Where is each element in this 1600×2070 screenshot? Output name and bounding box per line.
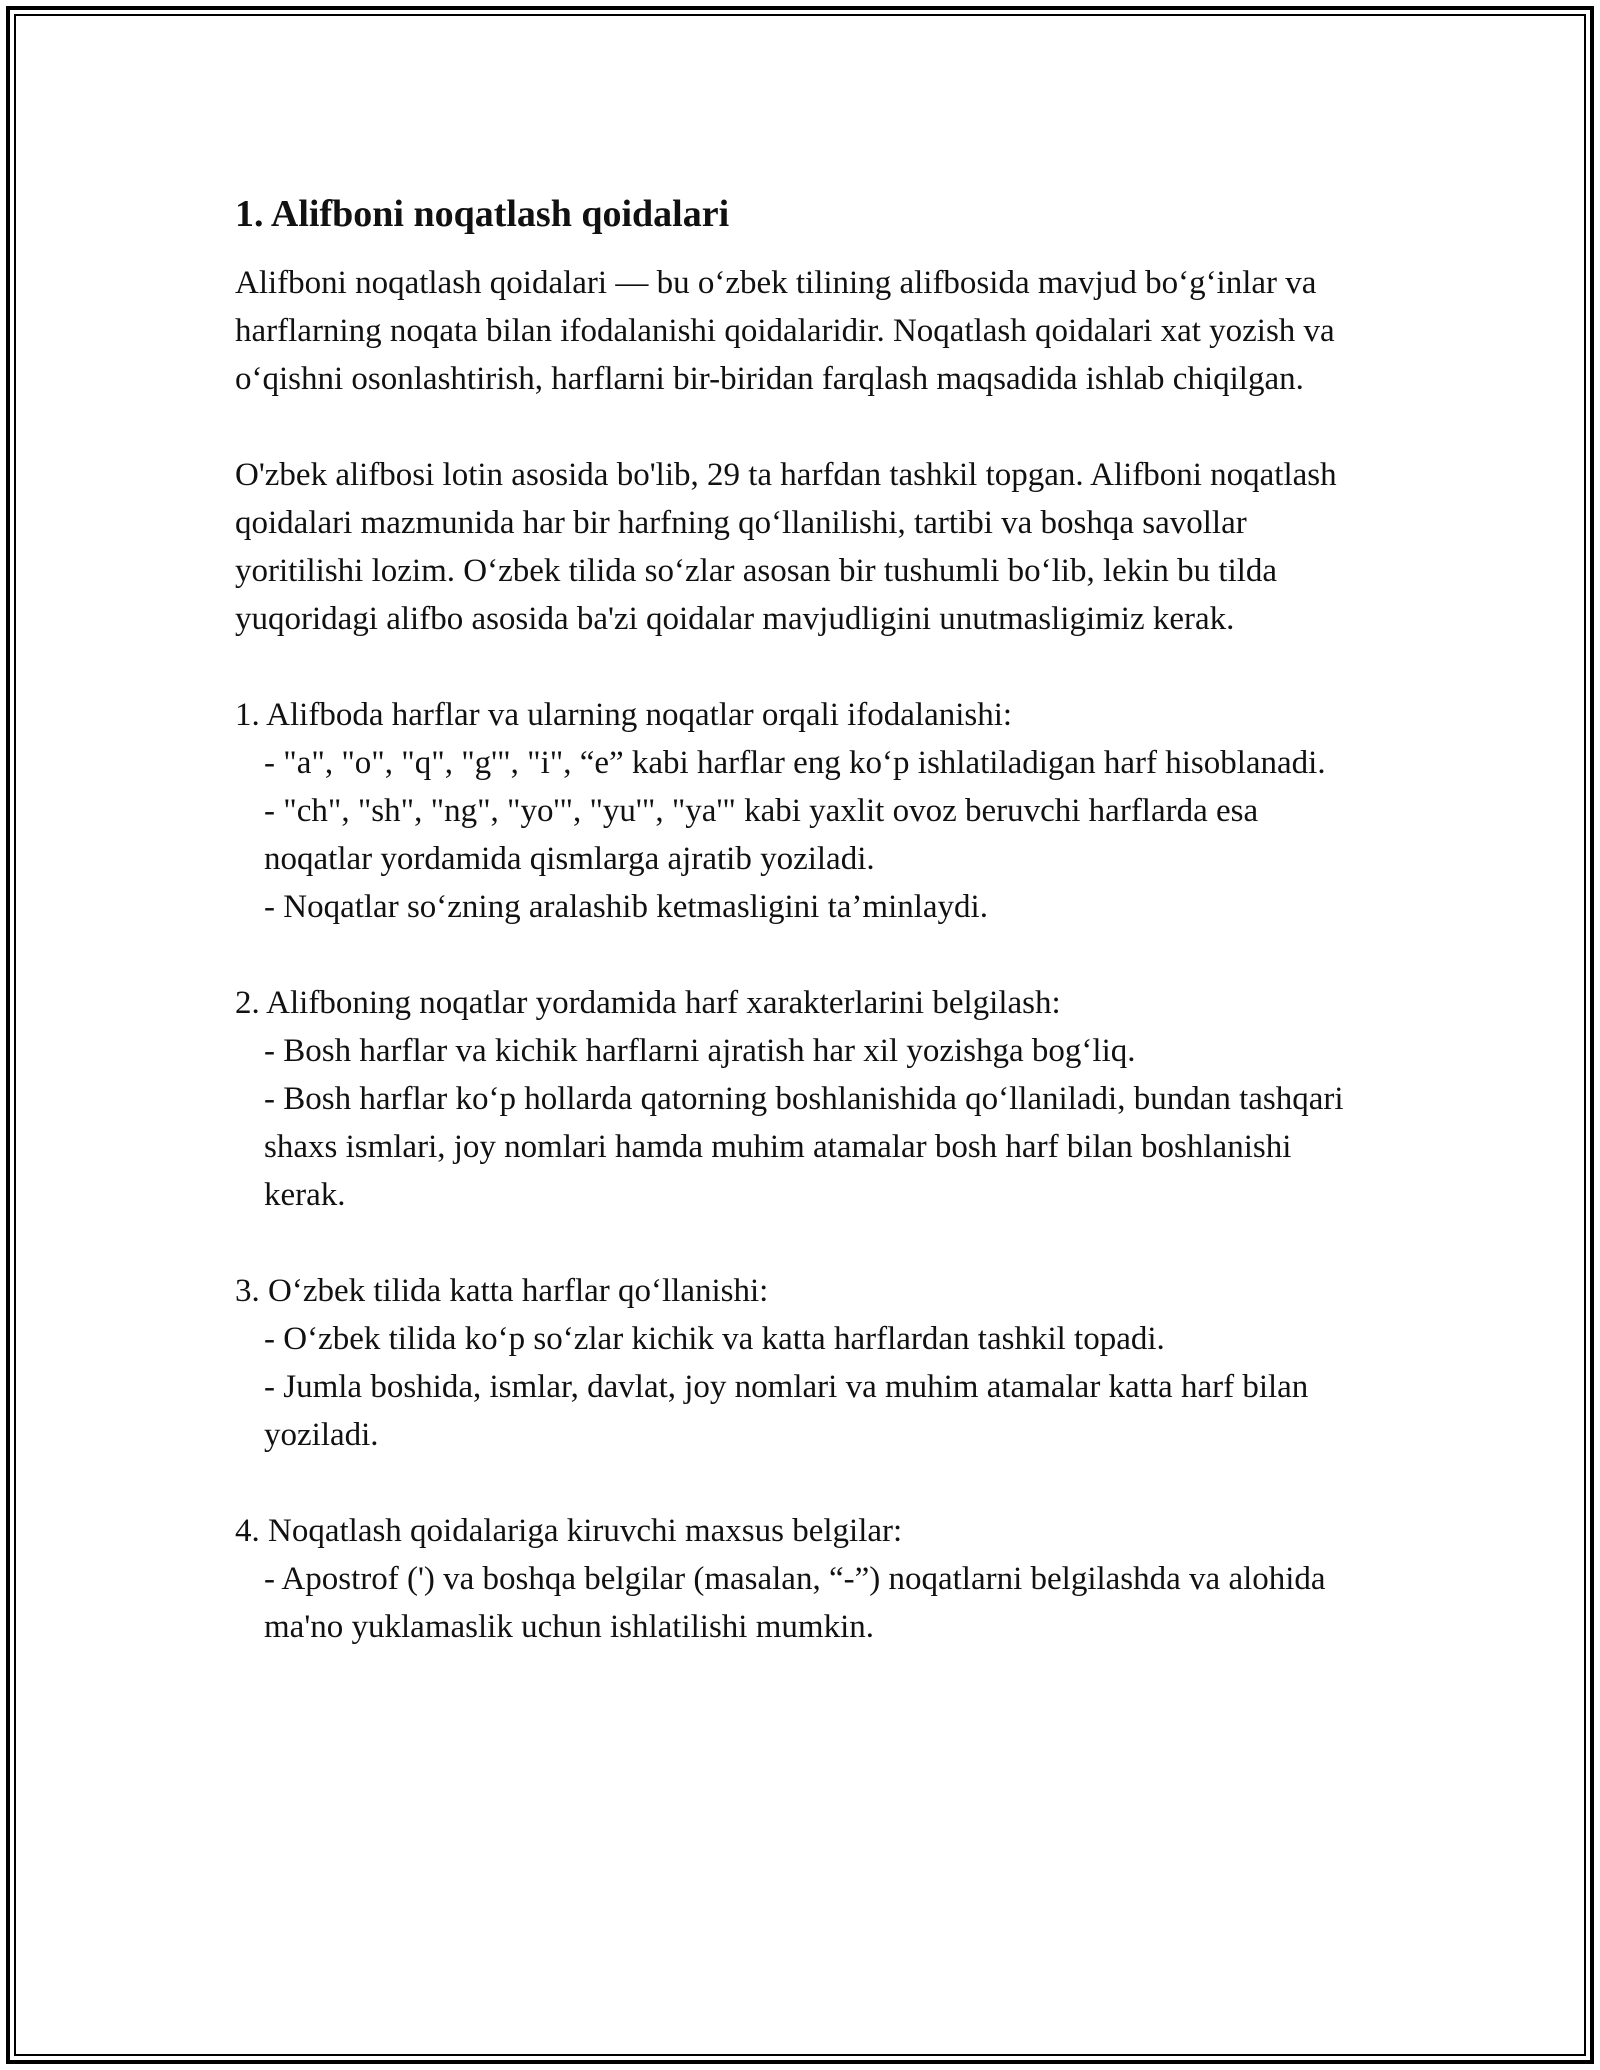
section-item: - Jumla boshida, ismlar, davlat, joy nomlari va muhim atamalar katta harf bilan yoziladi. [264, 1369, 1309, 1453]
section-heading: 3. O‘zbek tilida katta harflar qo‘llanishi: [235, 1273, 769, 1309]
section-item: - "ch", "sh", "ng", "yo'", "yu'", "ya'" kabi yaxlit ovoz beruvchi harflarda esa noqatlar yordamida qismlarga ajratib yoziladi. [264, 793, 1259, 877]
section-heading: 1. Alifboda harflar va ularning noqatlar orqali ifodalanishi: [235, 697, 1013, 733]
section-item: - Apostrof (') va boshqa belgilar (masalan, “-”) noqatlarni belgilashda va alohida ma'no yuklamaslik uchun ishlatilishi mumkin. [264, 1561, 1326, 1645]
intro-paragraph-1: Alifboni noqatlash qoidalari — bu o‘zbek tilining alifbosida mavjud bo‘g‘inlar va harflarning noqata bilan ifodalanishi qoidalaridir. Noqatlash qoidalari xat yozish va o‘qishni osonlashtirish, harflarni bir-biridan farqlash maqsadida ishlab chiqilgan. [235, 265, 1335, 397]
section-1 [235, 691, 1365, 931]
intro-paragraph-2: O'zbek alifbosi lotin asosida bo'lib, 29 ta harfdan tashkil topgan. Alifboni noqatlash qoidalari mazmunida har bir harfning qo‘llanilishi, tartibi va boshqa savollar yoritilishi lozim. O‘zbek tilida so‘zlar asosan bir tushumli bo‘lib, lekin bu tilda yuqoridagi alifbo asosida ba'zi qoidalar mavjudligini unutmasligimiz kerak. [235, 457, 1337, 637]
section-item: - Bosh harflar va kichik harflarni ajratish har xil yozishga bog‘liq. [264, 1033, 1136, 1069]
document-title: 1. Alifboni noqatlash qoidalari [235, 193, 730, 235]
document-body [235, 190, 1365, 1699]
section-item: - "a", "o", "q", "g'", "i", “e” kabi harflar eng ko‘p ishlatiladigan harf hisoblanadi. [264, 745, 1326, 781]
section-3 [235, 1267, 1365, 1459]
section-item: - Bosh harflar ko‘p hollarda qatorning boshlanishida qo‘llaniladi, bundan tashqari shaxs ismlari, joy nomlari hamda muhim atamalar bosh harf bilan boshlanishi kerak. [264, 1081, 1344, 1213]
section-heading: 4. Noqatlash qoidalariga kiruvchi maxsus belgilar: [235, 1513, 903, 1549]
section-item: - Noqatlar so‘zning aralashib ketmasligini ta’minlaydi. [264, 889, 988, 925]
section-heading: 2. Alifboning noqatlar yordamida harf xarakterlarini belgilash: [235, 985, 1061, 1021]
section-2 [235, 979, 1365, 1219]
section-item: - O‘zbek tilida ko‘p so‘zlar kichik va katta harflardan tashkil topadi. [264, 1321, 1165, 1357]
section-4 [235, 1507, 1365, 1651]
